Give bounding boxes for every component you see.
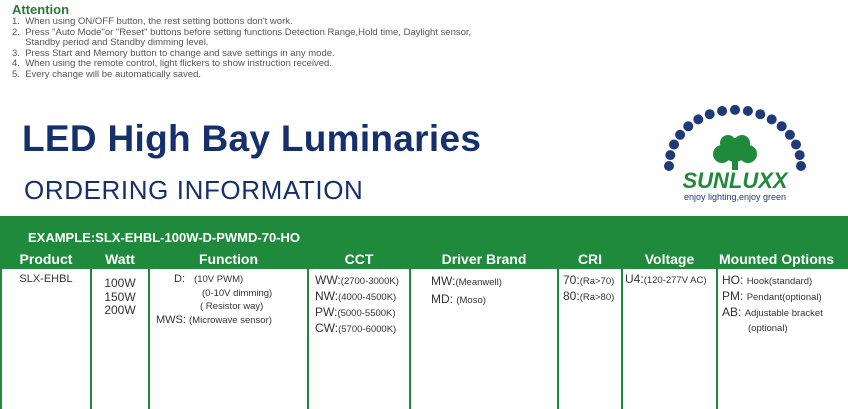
col-header: CRI (559, 250, 621, 269)
logo-flower-dot (683, 121, 693, 131)
function-desc: (Microwave sensor) (189, 314, 272, 326)
cri-code: 80: (563, 289, 580, 303)
sunluxx-logo (640, 96, 830, 208)
cri-code: 70: (563, 273, 580, 287)
driver-desc: (Moso) (456, 295, 486, 306)
col-voltage (623, 250, 716, 409)
cri-row (563, 273, 621, 289)
col-watt (92, 250, 148, 409)
col-header: Driver Brand (411, 250, 557, 269)
watt-value: 200W (104, 303, 136, 317)
col-product (2, 250, 90, 409)
ordering-table (0, 250, 848, 409)
logo-flower-dot (669, 140, 679, 150)
cct-row (315, 289, 409, 305)
watt-value: 150W (104, 289, 136, 304)
attention-title: Attention (12, 2, 70, 17)
col-header: Product (2, 250, 90, 269)
driver-row (431, 291, 557, 309)
mounted-desc: (optional) (748, 323, 788, 334)
attention-list (12, 17, 572, 81)
attention-item: 4. When using the remote control, light flickers to show instruction received. (12, 58, 332, 70)
mounted-code: PM: (722, 289, 744, 303)
col-header: Watt (92, 250, 148, 269)
driver-code: MW: (431, 274, 456, 288)
cct-code: CW: (315, 321, 339, 335)
cri-desc: (Ra>80) (579, 292, 615, 303)
logo-flower-dot (755, 109, 765, 119)
logo-flower-dot (796, 161, 806, 171)
mounted-code: AB: (722, 305, 742, 319)
cct-desc: (4000-4500K) (338, 292, 397, 303)
col-header: Mounted Options (718, 250, 848, 269)
watt-value: 100W (104, 276, 136, 290)
logo-flower-dot (705, 109, 715, 119)
logo-tagline: enjoy lighting,enjoy green (683, 192, 787, 202)
logo-flower-dot (777, 121, 787, 131)
mounted-desc: Adjustable bracket (744, 308, 823, 319)
col-driver-brand (411, 250, 557, 409)
logo-flower-dot (785, 130, 795, 140)
attention-item: 3. Press Start and Memory button to change and save settings in any mode. (12, 47, 335, 59)
logo-flower-dot (717, 106, 727, 116)
col-header: Function (150, 250, 307, 269)
function-desc: (0-10V dimming) (202, 287, 273, 299)
cct-row (315, 305, 409, 321)
attention-item: 1. When using ON/OFF button, the rest setting bottons don't work. (12, 16, 293, 27)
mounted-row (722, 273, 848, 289)
logo-flower-dot (664, 161, 674, 171)
logo-flower-dot (730, 105, 740, 115)
cct-desc: (5000-5500K) (337, 308, 396, 319)
product-value: SLX-EHBL (19, 273, 73, 285)
driver-desc: (Meanwell) (455, 277, 502, 288)
cri-desc: (Ra>70) (579, 276, 615, 287)
mounted-row (722, 305, 848, 321)
tree-icon (713, 135, 757, 170)
cct-code: NW: (315, 289, 339, 303)
mounted-desc: Hook(standard) (746, 276, 813, 287)
page-title: LED High Bay Luminaries (22, 118, 482, 159)
cct-desc: (2700-3000K) (340, 276, 399, 287)
example-code: EXAMPLE:SLX-EHBL-100W-D-PWMD-70-HO (28, 230, 301, 245)
logo-flower-dot (767, 114, 777, 124)
logo-flower-dot (675, 130, 685, 140)
col-header: CCT (309, 250, 409, 269)
function-desc: (10V PWM) (194, 274, 244, 285)
cri-row (563, 289, 621, 305)
col-function (150, 250, 307, 409)
attention-item: Standby period and Standby dimming level. (12, 37, 209, 49)
function-desc: ( Resistor way) (200, 301, 264, 312)
cct-row (315, 273, 409, 289)
logo-flower-dot (795, 150, 805, 160)
logo-brand: SUNLUXX (682, 168, 788, 193)
page-subtitle: ORDERING INFORMATION (24, 175, 364, 205)
voltage-desc: (120-277V AC) (643, 275, 707, 286)
cct-code: WW: (315, 273, 341, 287)
mounted-desc: Pendant(optional) (746, 292, 822, 303)
driver-code: MD: (431, 292, 453, 306)
driver-row (431, 273, 557, 291)
attention-section (12, 2, 572, 81)
logo-flower-dot (791, 140, 801, 150)
cct-desc: (5700-6000K) (338, 324, 397, 335)
mounted-row (722, 289, 848, 305)
logo-flower-dot (665, 150, 675, 160)
col-cct (309, 250, 409, 409)
mounted-code: HO: (722, 273, 744, 287)
cct-row (315, 321, 409, 337)
function-code: MWS: (156, 313, 186, 326)
voltage-code: U4: (625, 272, 644, 286)
col-header: Voltage (623, 250, 716, 269)
attention-item: 2. Press "Auto Mode"or "Reset" buttons before setting functions Detection Range,Hold time, Daylight sensor, (12, 26, 472, 38)
logo-flower-dot (743, 106, 753, 116)
col-cri (559, 250, 621, 409)
attention-item: 5. Every change will be automatically saved. (12, 68, 202, 80)
col-mounted-options (718, 250, 848, 409)
function-code: D: (174, 273, 185, 285)
cct-code: PW: (315, 305, 338, 319)
logo-flower-dot (693, 114, 703, 124)
